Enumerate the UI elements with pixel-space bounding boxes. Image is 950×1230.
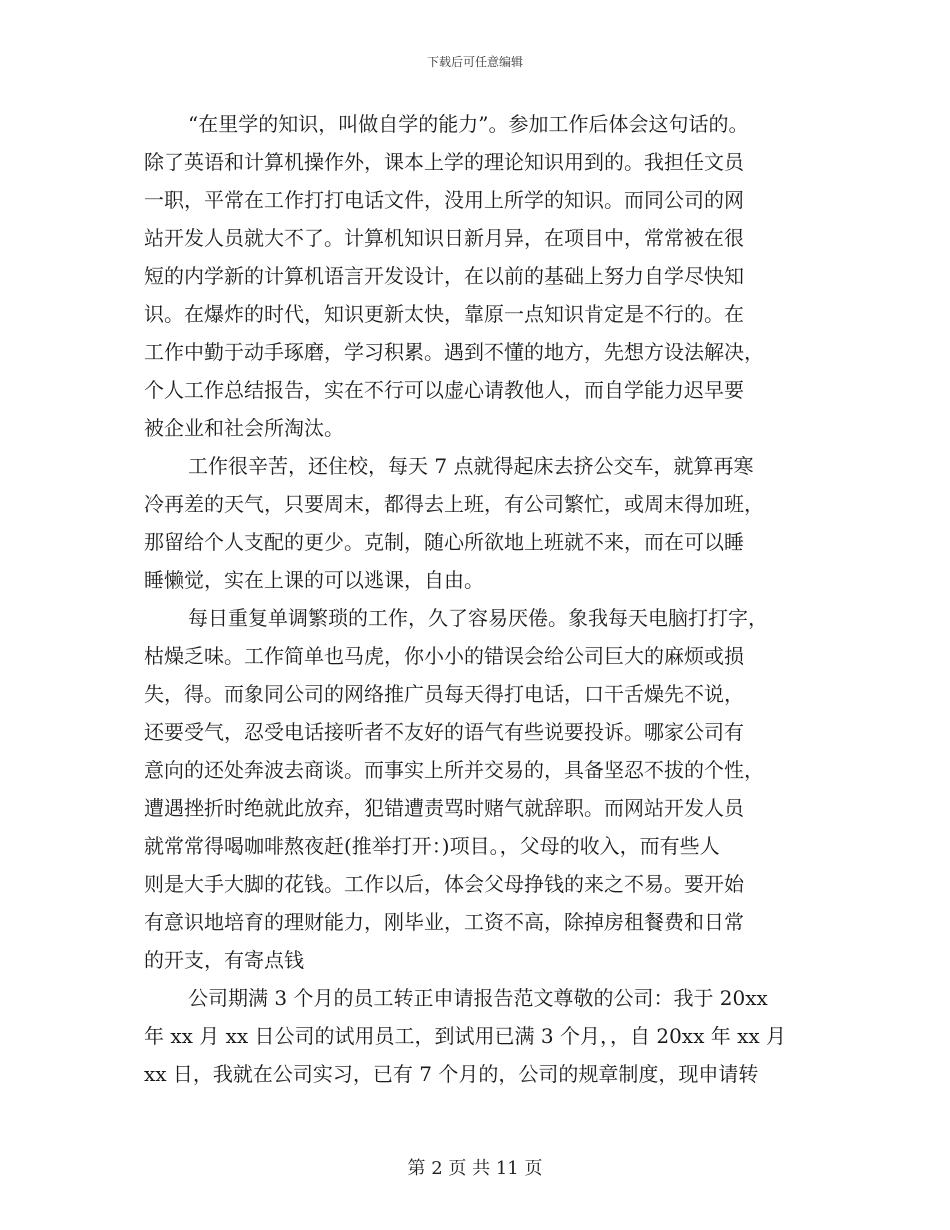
page-number: 第 2 页 共 11 页 [407, 1158, 543, 1179]
text-line: 枯燥乏味。工作简单也马虎，你小小的错误会给公司巨大的麻烦或损 [144, 644, 744, 668]
text-line: “在里学的知识，叫做自学的能力”。参加工作后体会这句话的。 [188, 112, 749, 136]
paragraph [144, 979, 824, 1093]
text-line: 识。在爆炸的时代，知识更新太快，靠原一点知识肯定是不行的。在 [144, 302, 744, 326]
text-line: 公司期满 3 个月的员工转正申请报告范文尊敬的公司：我于 20xx [188, 986, 768, 1010]
text-line: xx 日，我就在公司实习，已有 7 个月的，公司的规章制度，现申请转 [144, 1062, 759, 1086]
text-line: 的开支，有寄点钱 [144, 948, 304, 972]
text-line: 一职，平常在工作打打电话文件，没用上所学的知识。而同公司的网 [144, 188, 744, 212]
paragraph [144, 599, 824, 979]
text-line: 年 xx 月 xx 日公司的试用员工，到试用已满 3 个月，，自 20xx 年 xx 月 [144, 1024, 786, 1048]
text-line: 则是大手大脚的花钱。工作以后，体会父母挣钱的来之不易。要开始 [144, 872, 744, 896]
text-line: 意向的还处奔波去商谈。而事实上所并交易的，具备坚忍不拔的个性， [144, 758, 764, 782]
page-header-note: 下载后可任意编辑 [426, 55, 523, 69]
text-line: 工作很辛苦，还住校，每天 7 点就得起床去挤公交车，就算再寒 [188, 454, 754, 478]
text-line: 就常常得喝咖啡熬夜赶(推举打开：)项目。，父母的收入，而有些人 [144, 834, 720, 858]
text-line: 每日重复单调繁琐的工作，久了容易厌倦。象我每天电脑打打字， [188, 606, 768, 630]
text-line: 个人工作总结报告，实在不行可以虚心请教他人，而自学能力迟早要 [144, 378, 744, 402]
text-line: 有意识地培育的理财能力，刚毕业，工资不高，除掉房租餐费和日常 [144, 910, 744, 934]
text-line: 睡懒觉，实在上课的可以逃课，自由。 [144, 568, 484, 592]
document-body [144, 105, 824, 1093]
text-line: 站开发人员就大不了。计算机知识日新月异，在项目中，常常被在很 [144, 226, 744, 250]
text-line: 冷再差的天气，只要周末，都得去上班，有公司繁忙，或周末得加班， [144, 492, 764, 516]
paragraph [144, 105, 824, 447]
text-line: 那留给个人支配的更少。克制，随心所欲地上班就不来，而在可以睡 [144, 530, 744, 554]
text-line: 失，得。而象同公司的网络推广员每天得打电话，口干舌燥先不说， [144, 682, 744, 706]
text-line: 还要受气，忍受电话接听者不友好的语气有些说要投诉。哪家公司有 [144, 720, 744, 744]
paragraph [144, 447, 824, 599]
text-line: 除了英语和计算机操作外，课本上学的理论知识用到的。我担任文员 [144, 150, 744, 174]
text-line: 工作中勤于动手琢磨，学习积累。遇到不懂的地方，先想方设法解决， [144, 340, 764, 364]
text-line: 短的内学新的计算机语言开发设计，在以前的基础上努力自学尽快知 [144, 264, 744, 288]
text-line: 被企业和社会所淘汰。 [144, 416, 344, 440]
text-line: 遭遇挫折时绝就此放弃，犯错遭责骂时赌气就辞职。而网站开发人员 [144, 796, 744, 820]
